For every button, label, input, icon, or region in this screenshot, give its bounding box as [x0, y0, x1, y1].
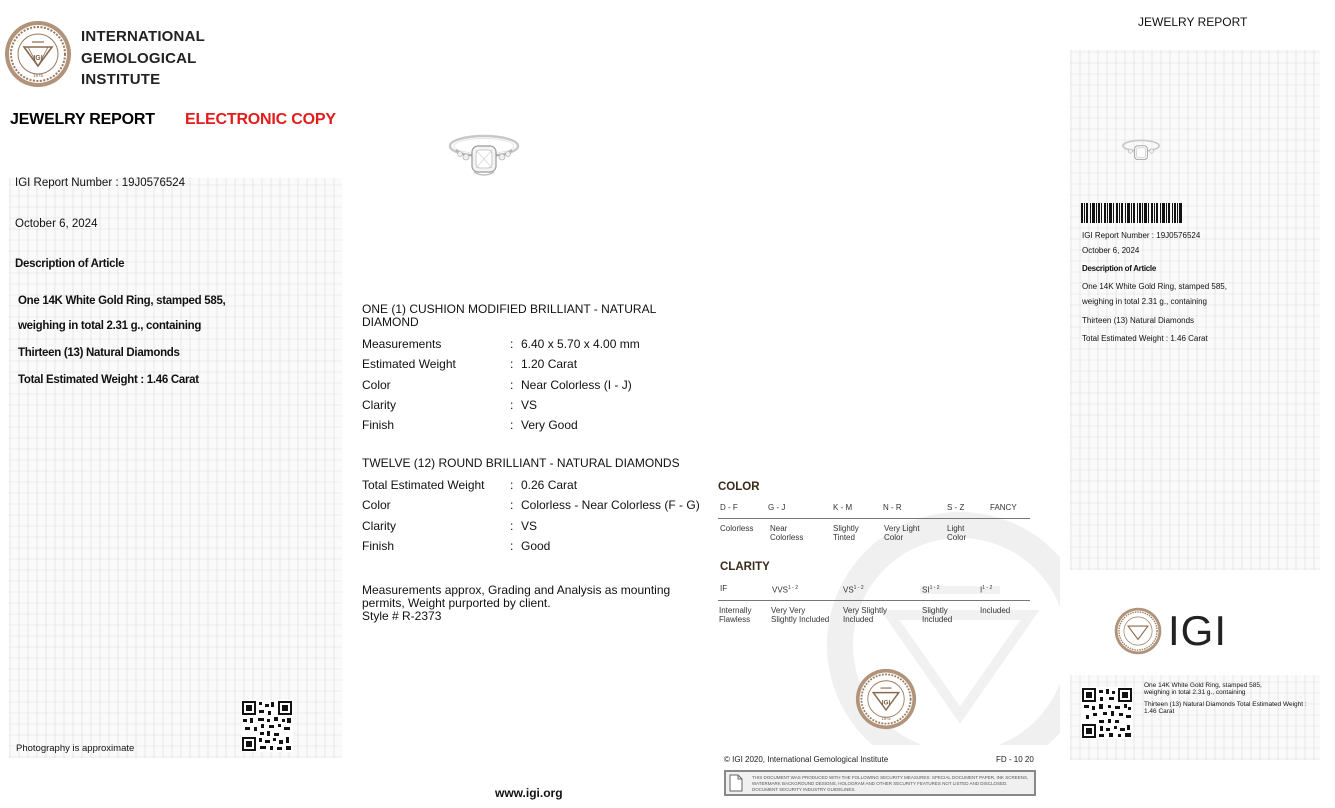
clarity-grade-sup: 1 - 2: [982, 585, 993, 591]
right-description-heading: Description of Article: [1082, 264, 1157, 273]
stub-line: Thirteen (13) Natural Diamonds Total Estimated Weight :: [1144, 701, 1307, 708]
row-label: Measurements: [362, 337, 442, 351]
row-value: Near Colorless (I - J): [521, 378, 632, 392]
seal-initials: IGI: [881, 699, 891, 707]
form-code: FD - 10 20: [996, 755, 1034, 764]
stub-line: weighing in total 2.31 g., containing: [1144, 689, 1246, 696]
right-report-date: October 6, 2024: [1082, 246, 1140, 255]
clarity-desc: Included: [980, 606, 1011, 615]
row-label: Finish: [362, 418, 395, 432]
clarity-scale-title: CLARITY: [720, 561, 770, 573]
side-stones-heading: TWELVE (12) ROUND BRILLIANT - NATURAL DIAMONDS: [362, 456, 680, 470]
stub-line: One 14K White Gold Ring, stamped 585,: [1144, 682, 1262, 689]
report-number: IGI Report Number : 19J0576524: [15, 177, 186, 189]
side-stones-row: [362, 478, 722, 494]
clarity-grade-sup: 1 - 2: [853, 585, 864, 591]
color-desc: Slightly Tinted: [833, 524, 859, 542]
comment-line: Measurements approx, Grading and Analysis as mounting: [362, 583, 671, 597]
center-stone-heading: ONE (1) CUSHION MODIFIED BRILLIANT - NATURAL DIAMOND: [362, 302, 656, 329]
photography-note: Photography is approximate: [16, 743, 135, 754]
row-colon: :: [510, 337, 514, 351]
row-colon: :: [510, 418, 514, 432]
igi-logo-text: IGI: [1168, 607, 1228, 654]
color-desc: Colorless: [720, 524, 754, 533]
description-line: Total Estimated Weight : 1.46 Carat: [18, 374, 199, 386]
seal-initials: IGI: [33, 55, 43, 62]
color-scale-title: COLOR: [718, 481, 760, 493]
seal-year: 1975: [32, 73, 44, 78]
row-label: Total Estimated Weight: [362, 478, 485, 492]
security-features-text: THIS DOCUMENT WAS PRODUCED WITH THE FOLLOWING SECURITY MEASURES: SPECIAL DOCUMENT PAPER, INK SCREENS, WATERMARK BACKGROUND DESIGNS, HOLOGRAM AND OTHER SECURITY FEATURES NOT LISTED AND DISCLOSED. DOCUMENT SECURITY INDUSTRY GUIDELINES.: [752, 775, 1029, 792]
color-desc: Near Colorless: [770, 524, 804, 542]
seal-year: 1975: [881, 715, 891, 721]
description-line: One 14K White Gold Ring, stamped 585,: [18, 295, 226, 307]
clarity-grade: [922, 584, 940, 595]
row-label: Clarity: [362, 519, 397, 533]
center-stone-row: [362, 357, 722, 373]
qr-code-icon: [241, 700, 293, 752]
igi-hologram-seal: [855, 668, 917, 730]
clarity-grade-sup: 1 - 2: [929, 585, 940, 591]
clarity-grade-label: VS: [843, 585, 854, 595]
row-colon: :: [510, 498, 514, 512]
row-colon: :: [510, 539, 514, 553]
electronic-copy-label: ELECTRONIC COPY: [185, 111, 336, 128]
row-colon: :: [510, 357, 514, 371]
right-description-line: Thirteen (13) Natural Diamonds: [1082, 316, 1195, 325]
row-colon: :: [510, 478, 514, 492]
color-desc: Light Color: [947, 524, 967, 542]
center-stone-row: [362, 398, 722, 414]
side-stones-row: [362, 539, 722, 555]
igi-logo-seal: [1114, 607, 1162, 655]
description-line: Thirteen (13) Natural Diamonds: [18, 347, 180, 359]
clarity-grade: [980, 584, 992, 595]
row-label: Finish: [362, 539, 395, 553]
row-value: 6.40 x 5.70 x 4.00 mm: [521, 337, 640, 351]
color-scale-divider: [718, 518, 1030, 519]
clarity-scale-divider: [718, 600, 1030, 601]
institute-name-line: INSTITUTE: [81, 71, 161, 88]
row-label: Clarity: [362, 398, 397, 412]
clarity-grade: IF: [720, 584, 728, 593]
institute-name: [81, 26, 241, 91]
row-label: Color: [362, 378, 391, 392]
row-colon: :: [510, 519, 514, 533]
stub-description: [1144, 682, 1314, 715]
barcode-icon: [1081, 203, 1183, 223]
center-stone-row: [362, 378, 722, 394]
ring-thumbnail: [1120, 134, 1162, 166]
color-grade: G - J: [768, 503, 786, 512]
row-colon: :: [510, 378, 514, 392]
document-icon: [729, 774, 743, 792]
report-date: October 6, 2024: [15, 218, 98, 230]
description-heading: Description of Article: [15, 258, 125, 270]
row-colon: :: [510, 398, 514, 412]
institute-name-line: GEMOLOGICAL: [81, 49, 197, 67]
clarity-desc: Very Very Slightly Included: [771, 606, 830, 624]
center-stone-row: [362, 337, 722, 353]
style-number: Style # R-2373: [362, 609, 442, 623]
row-value: Good: [521, 539, 551, 553]
report-title: JEWELRY REPORT: [10, 111, 155, 128]
row-value: 0.26 Carat: [521, 478, 578, 492]
comments-block: [362, 584, 692, 623]
clarity-desc: Very Slightly Included: [843, 606, 888, 624]
comment-line: permits, Weight purported by client.: [362, 596, 551, 610]
description-line: weighing in total 2.31 g., containing: [18, 320, 202, 332]
stub-line: 1.46 Carat: [1144, 708, 1175, 715]
right-description-line: Total Estimated Weight : 1.46 Carat: [1082, 334, 1208, 343]
row-value: VS: [521, 519, 538, 533]
row-value: Colorless - Near Colorless (F - G): [521, 498, 700, 512]
color-grade: N - R: [883, 503, 902, 512]
clarity-grade: [772, 584, 798, 595]
clarity-grade-sup: 1 - 2: [788, 585, 799, 591]
copyright-text: © IGI 2020, International Gemological Institute: [724, 755, 889, 764]
row-label: Color: [362, 498, 391, 512]
clarity-desc: Slightly Included: [922, 606, 953, 624]
right-summary-panel: [1070, 50, 1320, 570]
right-report-title: JEWELRY REPORT: [1138, 15, 1248, 29]
right-description-line: weighing in total 2.31 g., containing: [1082, 297, 1207, 306]
row-label: Estimated Weight: [362, 357, 456, 371]
clarity-grade-label: I: [980, 585, 983, 595]
row-value: 1.20 Carat: [521, 357, 578, 371]
color-grade: S - Z: [947, 503, 965, 512]
website-link[interactable]: www.igi.org: [495, 786, 563, 800]
row-value: VS: [521, 398, 538, 412]
center-stone-row: [362, 418, 722, 434]
color-desc: Very Light Color: [884, 524, 920, 542]
clarity-grade-label: VVS: [772, 585, 789, 595]
clarity-grade: [843, 584, 864, 595]
color-grade: K - M: [833, 503, 853, 512]
side-stones-row: [362, 498, 722, 514]
right-description-line: One 14K White Gold Ring, stamped 585,: [1082, 282, 1227, 291]
color-grade: D - F: [720, 503, 738, 512]
row-value: Very Good: [521, 418, 578, 432]
side-stones-row: [362, 519, 722, 535]
ring-photo: [446, 124, 522, 184]
right-report-number: IGI Report Number : 19J0576524: [1082, 231, 1201, 240]
igi-seal-logo: [4, 20, 72, 88]
institute-name-line: INTERNATIONAL: [81, 28, 205, 45]
clarity-desc: Internally Flawless: [719, 606, 752, 624]
color-grade: FANCY: [990, 503, 1017, 512]
qr-code-icon: [1081, 687, 1133, 739]
clarity-grade-label: SI: [922, 585, 930, 595]
